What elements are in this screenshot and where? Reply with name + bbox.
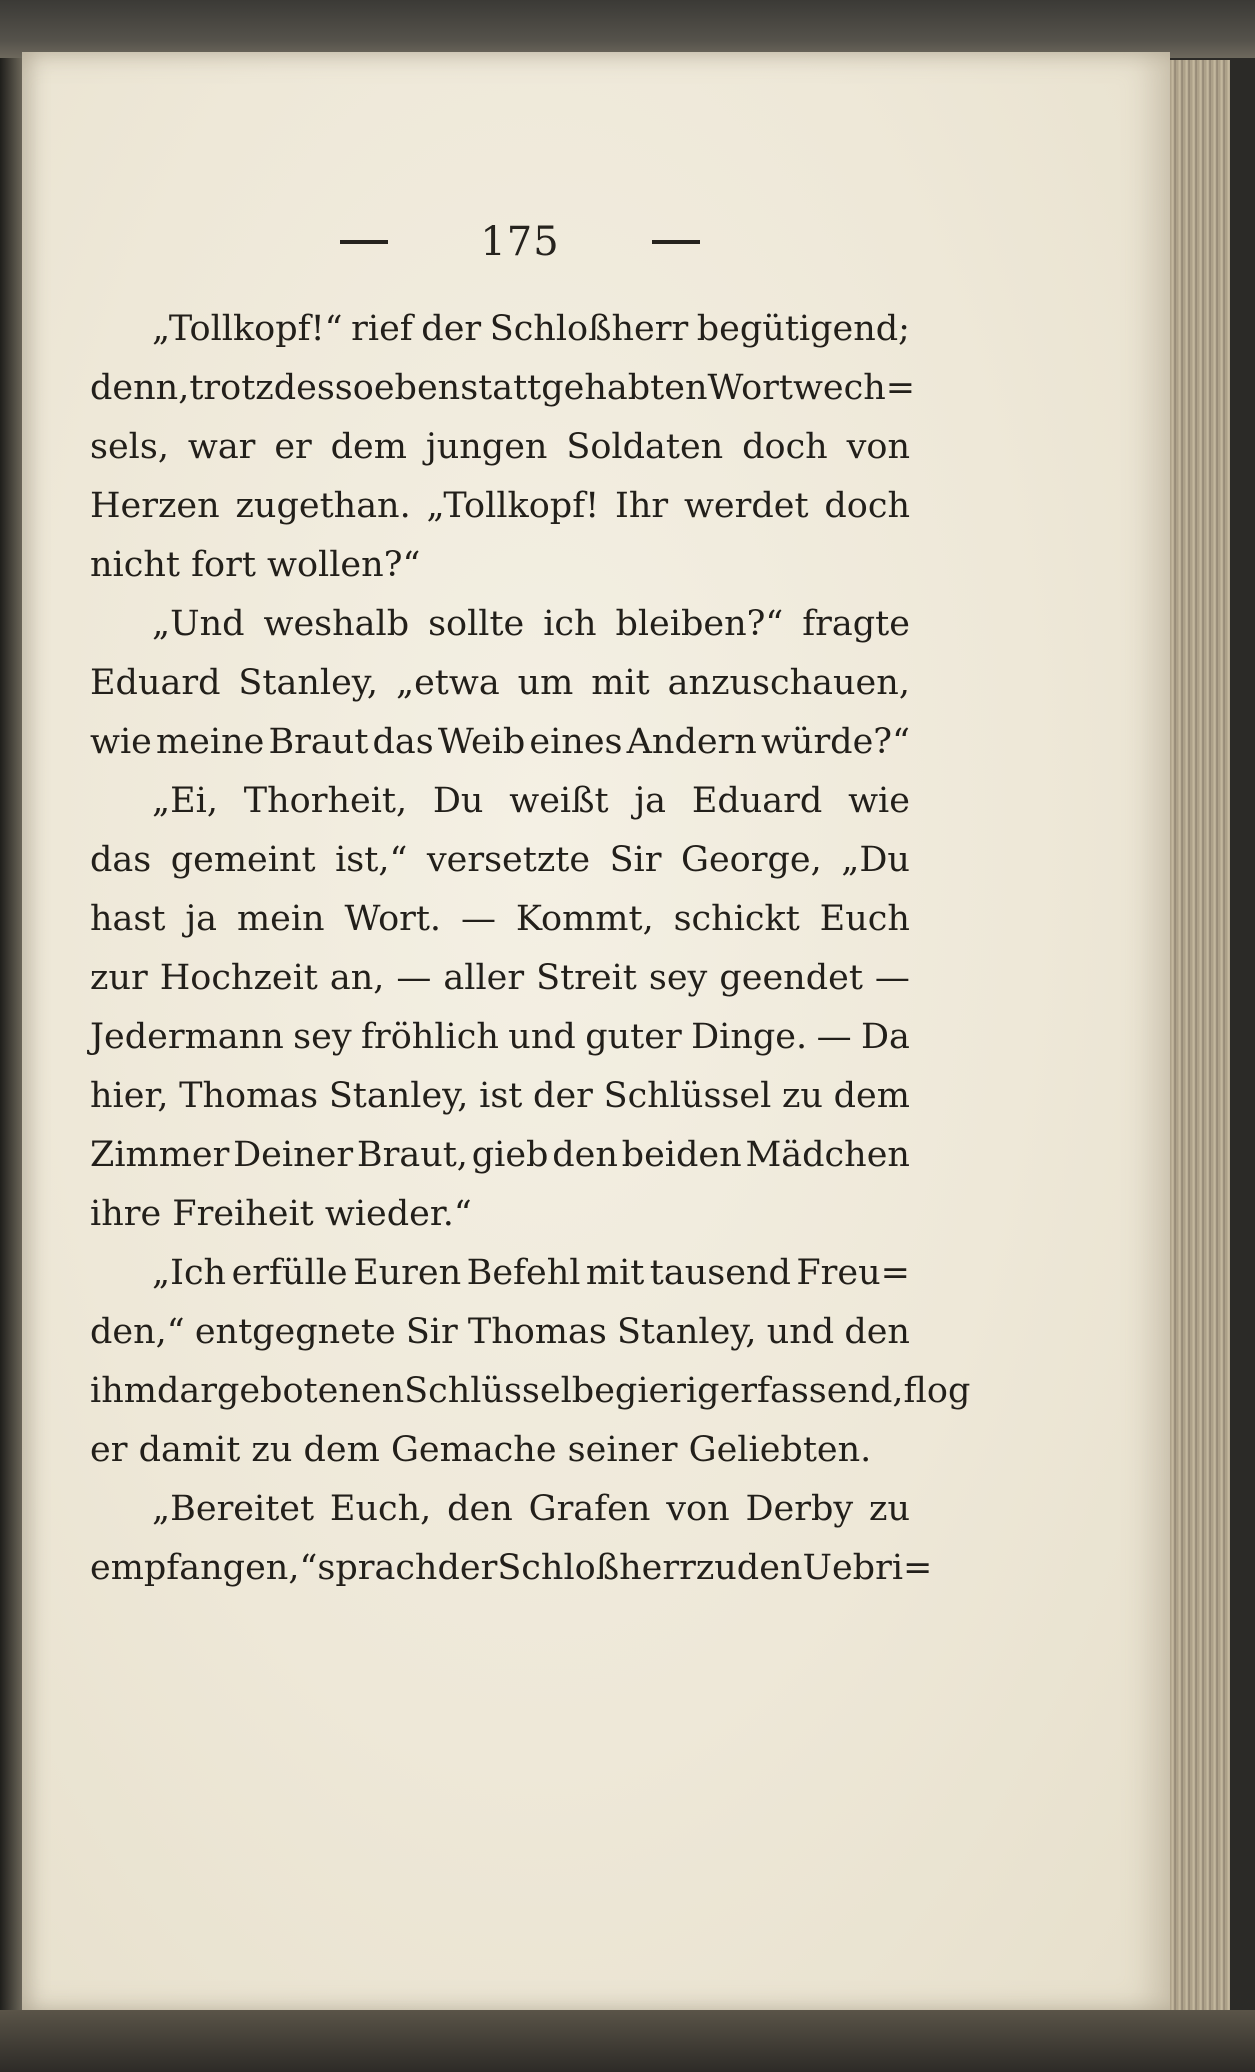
text-line: [90, 1126, 910, 1185]
word: so: [334, 368, 374, 408]
text-line: [90, 359, 916, 418]
word: Euren: [353, 1253, 462, 1293]
word: Eduard: [90, 663, 221, 703]
word: —: [460, 899, 496, 939]
word: —: [816, 1017, 852, 1057]
word: um: [517, 663, 574, 703]
word: wie: [848, 781, 910, 821]
word: ihm: [90, 1371, 157, 1411]
word: „Und: [152, 604, 245, 644]
word: sey: [293, 1017, 352, 1057]
text-line: [90, 477, 910, 536]
word: eben: [373, 368, 461, 408]
word: Schlüssel: [603, 1076, 772, 1116]
word: und: [766, 1312, 835, 1352]
word: flog: [903, 1371, 971, 1411]
word: „Du: [841, 840, 910, 880]
word: „Bereitet: [152, 1489, 315, 1529]
word: erfassend,: [719, 1371, 904, 1411]
word: sprach: [317, 1548, 438, 1588]
text-line: [90, 1067, 910, 1126]
book-top-edge: [0, 0, 1255, 58]
word: eines: [529, 722, 623, 762]
word: wie: [90, 722, 152, 762]
word: Grafen: [528, 1489, 651, 1529]
text-line: [90, 418, 910, 477]
word: Sir: [609, 840, 662, 880]
text-line: [90, 1480, 910, 1539]
word: gehabten: [541, 368, 708, 408]
text-line: [90, 772, 910, 831]
word: zugethan.: [235, 486, 411, 526]
word: Thomas: [179, 1076, 319, 1116]
word: begierig: [571, 1371, 720, 1411]
text-line: [90, 1008, 910, 1067]
word: Herzen: [90, 486, 220, 526]
word: ja: [634, 781, 667, 821]
word: von: [846, 427, 910, 467]
word: Befehl: [466, 1253, 581, 1293]
word: Eduard: [691, 781, 823, 821]
word: Wort.: [344, 899, 442, 939]
word: Da: [861, 1017, 910, 1057]
word: empfangen,“: [90, 1548, 318, 1588]
word: den: [844, 1312, 910, 1352]
text-line: [90, 1362, 971, 1421]
word: „Ei,: [152, 781, 219, 821]
word: trotz: [189, 368, 274, 408]
word: das: [372, 722, 434, 762]
word: anzuschauen,: [667, 663, 910, 703]
word: jungen: [425, 427, 548, 467]
word: sels,: [90, 427, 169, 467]
header-dash-right: [652, 240, 700, 244]
word: Derby: [745, 1489, 854, 1529]
text-line: [90, 654, 910, 713]
book-spine-shadow: [0, 58, 22, 2018]
word: erfülle: [231, 1253, 348, 1293]
word: zu: [869, 1489, 910, 1529]
word: Thorheit,: [243, 781, 408, 821]
word: des: [273, 368, 335, 408]
word: geendet: [719, 958, 863, 998]
word: Euch,: [329, 1489, 432, 1529]
word: dargebotenen: [156, 1371, 405, 1411]
word: „Tollkopf!“: [152, 309, 343, 349]
word: Streit: [536, 958, 637, 998]
word: fröhlich: [361, 1017, 499, 1057]
word: zur: [90, 958, 148, 998]
word: tausend: [649, 1253, 791, 1293]
header-dash-left: [340, 240, 388, 244]
word: Stanley,: [328, 1076, 469, 1116]
word: Hochzeit: [159, 958, 318, 998]
word: guter: [585, 1017, 682, 1057]
word: hast: [90, 899, 166, 939]
word: ja: [185, 899, 218, 939]
word: mit: [585, 1253, 645, 1293]
word: dem: [833, 1076, 910, 1116]
word: Uebri=: [802, 1548, 933, 1588]
word: Weib: [437, 722, 526, 762]
word: Braut,: [356, 1135, 468, 1175]
text-line: er damit zu dem Gemache seiner Geliebten.: [90, 1430, 872, 1470]
word: Jedermann: [90, 1017, 284, 1057]
text-line: [90, 831, 910, 890]
word: der: [421, 309, 482, 349]
word: an,: [329, 958, 385, 998]
word: statt: [460, 368, 542, 408]
word: aller: [443, 958, 525, 998]
word: „Ich: [152, 1253, 227, 1293]
word: den: [552, 1135, 618, 1175]
word: Soldaten: [566, 427, 724, 467]
word: bleiben?“: [615, 604, 784, 644]
body-text: [90, 300, 971, 1598]
word: Ihr: [615, 486, 669, 526]
text-line: [90, 949, 910, 1008]
text-line: [90, 1539, 933, 1598]
word: —: [874, 958, 910, 998]
word: mein: [236, 899, 325, 939]
word: gemeint: [170, 840, 316, 880]
word: der: [437, 1548, 498, 1588]
word: doch: [742, 427, 828, 467]
word: ist: [479, 1076, 523, 1116]
word: würde?“: [760, 722, 910, 762]
word: Thomas: [467, 1312, 607, 1352]
word: Euch: [819, 899, 910, 939]
word: Mädchen: [745, 1135, 910, 1175]
word: sey: [648, 958, 708, 998]
text-line: [90, 595, 910, 654]
word: versetzte: [426, 840, 591, 880]
word: Andern: [626, 722, 757, 762]
word: „Tollkopf!: [426, 486, 600, 526]
word: ist,“: [335, 840, 408, 880]
text-line: [90, 713, 910, 772]
word: Schloßherr: [489, 309, 689, 349]
word: Stanley,: [238, 663, 379, 703]
word: Braut: [268, 722, 369, 762]
word: weshalb: [263, 604, 410, 644]
text-line: ihre Freiheit wieder.“: [90, 1194, 472, 1234]
word: dem: [330, 427, 407, 467]
word: Sir: [405, 1312, 458, 1352]
word: George,: [680, 840, 822, 880]
page-header: [340, 212, 700, 272]
word: weißt: [509, 781, 609, 821]
word: ich: [543, 604, 597, 644]
word: Deiner: [233, 1135, 354, 1175]
word: begütigend;: [696, 309, 910, 349]
word: von: [666, 1489, 730, 1529]
word: Schloßherr: [497, 1548, 696, 1588]
word: war: [187, 427, 256, 467]
word: schickt: [673, 899, 800, 939]
word: das: [90, 840, 152, 880]
word: den,“: [90, 1312, 185, 1352]
word: beiden: [621, 1135, 742, 1175]
word: Wortwech=: [707, 368, 916, 408]
word: der: [533, 1076, 593, 1116]
text-line: [90, 1303, 910, 1362]
text-line: [90, 1244, 910, 1303]
word: zu: [781, 1076, 823, 1116]
book-bottom-edge: [0, 2010, 1255, 2072]
word: Dinge.: [691, 1017, 808, 1057]
word: zu: [695, 1548, 737, 1588]
word: denn,: [90, 368, 190, 408]
word: doch: [824, 486, 910, 526]
word: mit: [591, 663, 650, 703]
word: fragte: [802, 604, 910, 644]
word: den: [447, 1489, 513, 1529]
word: —: [396, 958, 432, 998]
page-number: 175: [480, 219, 560, 265]
text-line: [90, 890, 910, 949]
word: werdet: [683, 486, 809, 526]
book-fore-edge: [1170, 60, 1230, 2010]
word: Kommt,: [515, 899, 654, 939]
word: „etwa: [395, 663, 500, 703]
word: Du: [432, 781, 484, 821]
text-line: nicht fort wollen?“: [90, 545, 421, 585]
word: und: [508, 1017, 576, 1057]
word: er: [274, 427, 312, 467]
word: Schlüssel: [404, 1371, 572, 1411]
word: gieb: [471, 1135, 549, 1175]
word: Freu=: [796, 1253, 910, 1293]
word: meine: [155, 722, 265, 762]
word: Stanley,: [616, 1312, 757, 1352]
word: hier,: [90, 1076, 169, 1116]
word: sollte: [428, 604, 525, 644]
word: den: [736, 1548, 803, 1588]
word: Zimmer: [90, 1135, 230, 1175]
text-line: [90, 300, 910, 359]
word: entgegnete: [194, 1312, 396, 1352]
word: rief: [351, 309, 413, 349]
